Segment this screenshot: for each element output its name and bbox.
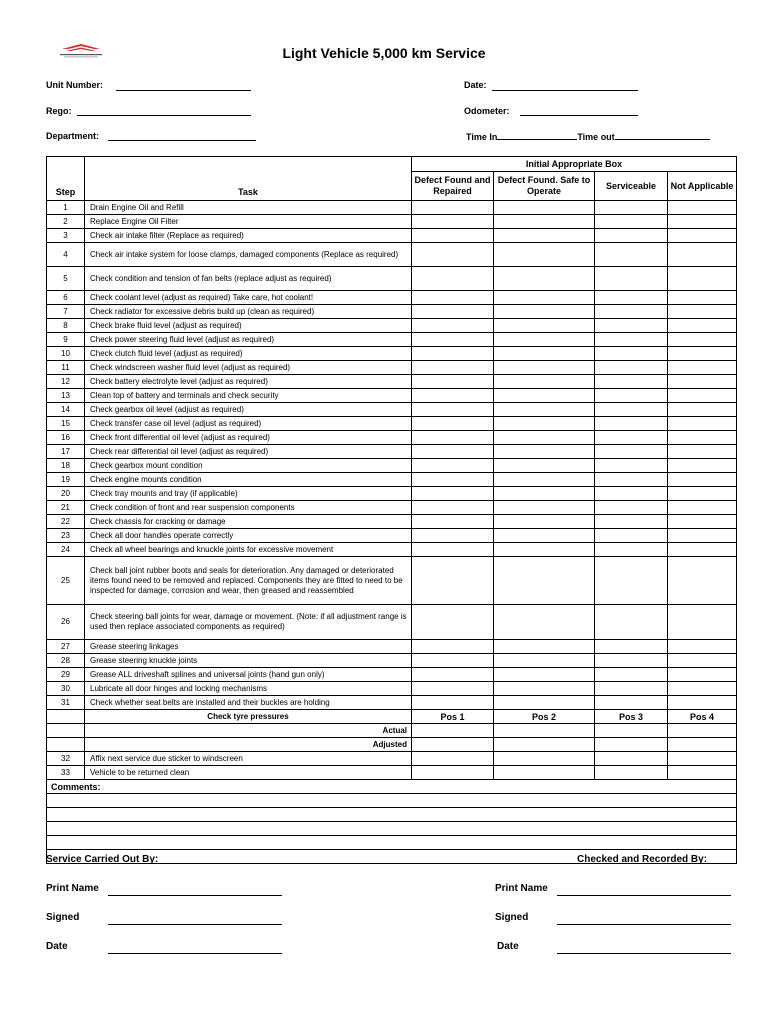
task-text: Check gearbox mount condition (85, 459, 412, 473)
step-cell (47, 710, 85, 724)
step-number: 31 (47, 696, 85, 710)
task-text: Grease ALL driveshaft splines and universal joints (hand gun only) (85, 668, 412, 682)
table-row (47, 501, 737, 515)
serviceable-initial-box[interactable] (595, 682, 668, 696)
defect-repaired-initial-box[interactable] (412, 752, 494, 766)
step-header: Step (47, 157, 85, 201)
step-number: 13 (47, 389, 85, 403)
comments-label: Comments: (47, 780, 737, 794)
not-applicable-initial-box[interactable] (668, 305, 737, 319)
step-number: 19 (47, 473, 85, 487)
defect-safe-initial-box[interactable] (494, 445, 595, 459)
defect-repaired-initial-box[interactable] (412, 487, 494, 501)
defect-repaired-initial-box[interactable] (412, 333, 494, 347)
unit-number-label: Unit Number: (46, 80, 103, 90)
table-row (47, 515, 737, 529)
task-text: Check ball joint rubber boots and seals for deterioration. Any damaged or deteriorated items found need to be removed and replaced. Components they are fitted to need to be inspected for damage, corrosion and wear, then greased and reassembled (85, 557, 412, 605)
col-not-applicable-header: Not Applicable (668, 172, 737, 201)
not-applicable-initial-box[interactable] (668, 473, 737, 487)
defect-repaired-initial-box[interactable] (412, 640, 494, 654)
table-row (47, 445, 737, 459)
left-signed-field[interactable] (108, 924, 282, 925)
step-number: 20 (47, 487, 85, 501)
not-applicable-initial-box[interactable] (668, 215, 737, 229)
step-number: 33 (47, 766, 85, 780)
comments-line[interactable] (47, 836, 737, 850)
not-applicable-initial-box[interactable] (668, 291, 737, 305)
serviceable-initial-box[interactable] (595, 766, 668, 780)
table-row (47, 529, 737, 543)
not-applicable-initial-box[interactable] (668, 515, 737, 529)
right-date-field[interactable] (557, 953, 731, 954)
task-text: Check condition and tension of fan belts (replace adjust as required) (85, 267, 412, 291)
rego-field[interactable] (77, 115, 251, 116)
defect-repaired-initial-box[interactable] (412, 696, 494, 710)
defect-safe-initial-box[interactable] (494, 201, 595, 215)
serviceable-initial-box[interactable] (595, 319, 668, 333)
defect-safe-initial-box[interactable] (494, 682, 595, 696)
tyre-adjusted-pos2-cell[interactable] (494, 738, 595, 752)
task-text: Check battery electrolyte level (adjust as required) (85, 375, 412, 389)
pos-2-label: Pos 2 (494, 710, 595, 724)
serviceable-initial-box[interactable] (595, 529, 668, 543)
table-row (47, 640, 737, 654)
step-cell (47, 724, 85, 738)
task-text: Grease steering knuckle joints (85, 654, 412, 668)
step-number: 17 (47, 445, 85, 459)
not-applicable-initial-box[interactable] (668, 696, 737, 710)
defect-repaired-initial-box[interactable] (412, 361, 494, 375)
table-row (47, 243, 737, 267)
defect-safe-initial-box[interactable] (494, 459, 595, 473)
serviceable-initial-box[interactable] (595, 605, 668, 640)
not-applicable-initial-box[interactable] (668, 431, 737, 445)
step-number: 7 (47, 305, 85, 319)
task-header: Task (85, 157, 412, 201)
not-applicable-initial-box[interactable] (668, 543, 737, 557)
step-number: 25 (47, 557, 85, 605)
defect-safe-initial-box[interactable] (494, 766, 595, 780)
step-number: 14 (47, 403, 85, 417)
right-print-name-field[interactable] (557, 895, 731, 896)
defect-safe-initial-box[interactable] (494, 291, 595, 305)
defect-safe-initial-box[interactable] (494, 375, 595, 389)
step-cell (47, 738, 85, 752)
table-row (47, 682, 737, 696)
comments-line[interactable] (47, 794, 737, 808)
left-signed-label: Signed (46, 912, 80, 923)
tyre-adjusted-pos3-cell[interactable] (595, 738, 668, 752)
serviceable-initial-box[interactable] (595, 201, 668, 215)
defect-repaired-initial-box[interactable] (412, 543, 494, 557)
not-applicable-initial-box[interactable] (668, 459, 737, 473)
step-number: 30 (47, 682, 85, 696)
not-applicable-initial-box[interactable] (668, 229, 737, 243)
left-date-label: Date (46, 941, 68, 952)
defect-safe-initial-box[interactable] (494, 543, 595, 557)
task-text: Check radiator for excessive debris build up (clean as required) (85, 305, 412, 319)
defect-safe-initial-box[interactable] (494, 361, 595, 375)
step-number: 10 (47, 347, 85, 361)
table-row (47, 319, 737, 333)
table-row (47, 403, 737, 417)
serviceable-initial-box[interactable] (595, 215, 668, 229)
task-text: Check rear differential oil level (adjust as required) (85, 445, 412, 459)
table-row (47, 201, 737, 215)
serviceable-initial-box[interactable] (595, 487, 668, 501)
task-text: Check brake fluid level (adjust as required) (85, 319, 412, 333)
not-applicable-initial-box[interactable] (668, 605, 737, 640)
defect-safe-initial-box[interactable] (494, 305, 595, 319)
defect-safe-initial-box[interactable] (494, 267, 595, 291)
defect-safe-initial-box[interactable] (494, 605, 595, 640)
defect-safe-initial-box[interactable] (494, 654, 595, 668)
defect-safe-initial-box[interactable] (494, 515, 595, 529)
defect-repaired-initial-box[interactable] (412, 445, 494, 459)
not-applicable-initial-box[interactable] (668, 752, 737, 766)
defect-safe-initial-box[interactable] (494, 403, 595, 417)
defect-safe-initial-box[interactable] (494, 668, 595, 682)
serviceable-initial-box[interactable] (595, 640, 668, 654)
comments-section (47, 780, 737, 864)
left-print-name-label: Print Name (46, 883, 99, 894)
defect-repaired-initial-box[interactable] (412, 668, 494, 682)
time-in-field[interactable] (497, 131, 577, 140)
service-checklist-table (46, 156, 737, 864)
tyre-adjusted-row (47, 738, 737, 752)
tyre-adjusted-label: Adjusted (85, 738, 412, 752)
step-number: 16 (47, 431, 85, 445)
defect-safe-initial-box[interactable] (494, 243, 595, 267)
serviceable-initial-box[interactable] (595, 347, 668, 361)
task-text: Check coolant level (adjust as required) Take care, hot coolant! (85, 291, 412, 305)
step-number: 12 (47, 375, 85, 389)
defect-repaired-initial-box[interactable] (412, 501, 494, 515)
not-applicable-initial-box[interactable] (668, 375, 737, 389)
not-applicable-initial-box[interactable] (668, 319, 737, 333)
defect-safe-initial-box[interactable] (494, 752, 595, 766)
serviceable-initial-box[interactable] (595, 459, 668, 473)
defect-repaired-initial-box[interactable] (412, 473, 494, 487)
table-row (47, 389, 737, 403)
defect-safe-initial-box[interactable] (494, 487, 595, 501)
task-text: Check front differential oil level (adjust as required) (85, 431, 412, 445)
serviceable-initial-box[interactable] (595, 543, 668, 557)
task-text: Check transfer case oil level (adjust as required) (85, 417, 412, 431)
step-number: 9 (47, 333, 85, 347)
step-number: 4 (47, 243, 85, 267)
defect-repaired-initial-box[interactable] (412, 215, 494, 229)
not-applicable-initial-box[interactable] (668, 640, 737, 654)
step-number: 27 (47, 640, 85, 654)
right-date-label: Date (497, 941, 519, 952)
table-row (47, 557, 737, 605)
tyre-pressure-label: Check tyre pressures (85, 710, 412, 724)
tyre-actual-row (47, 724, 737, 738)
task-text: Check clutch fluid level (adjust as required) (85, 347, 412, 361)
not-applicable-initial-box[interactable] (668, 267, 737, 291)
task-text: Drain Engine Oil and Refill (85, 201, 412, 215)
tyre-adjusted-pos4-cell[interactable] (668, 738, 737, 752)
time-out-label: Time out (577, 132, 615, 142)
step-number: 6 (47, 291, 85, 305)
defect-repaired-initial-box[interactable] (412, 347, 494, 361)
not-applicable-initial-box[interactable] (668, 333, 737, 347)
table-row (47, 333, 737, 347)
task-text: Check steering ball joints for wear, damage or movement. (Note: if all adjustment range is used then replace associated components as required) (85, 605, 412, 640)
task-text: Check tray mounts and tray (if applicable) (85, 487, 412, 501)
table-row (47, 375, 737, 389)
defect-repaired-initial-box[interactable] (412, 319, 494, 333)
table-row (47, 487, 737, 501)
defect-repaired-initial-box[interactable] (412, 403, 494, 417)
not-applicable-initial-box[interactable] (668, 243, 737, 267)
tyre-actual-pos3-cell[interactable] (595, 724, 668, 738)
defect-repaired-initial-box[interactable] (412, 557, 494, 605)
step-number: 15 (47, 417, 85, 431)
serviceable-initial-box[interactable] (595, 361, 668, 375)
pos-3-label: Pos 3 (595, 710, 668, 724)
serviceable-initial-box[interactable] (595, 557, 668, 605)
task-text: Clean top of battery and terminals and check security (85, 389, 412, 403)
serviceable-initial-box[interactable] (595, 243, 668, 267)
defect-repaired-initial-box[interactable] (412, 291, 494, 305)
checked-recorded-heading: Checked and Recorded By: (577, 854, 708, 865)
time-row (466, 131, 710, 142)
table-row (47, 267, 737, 291)
not-applicable-initial-box[interactable] (668, 417, 737, 431)
serviceable-initial-box[interactable] (595, 515, 668, 529)
defect-repaired-initial-box[interactable] (412, 431, 494, 445)
department-field[interactable] (108, 140, 256, 141)
serviceable-initial-box[interactable] (595, 333, 668, 347)
task-text: Grease steering linkages (85, 640, 412, 654)
task-text: Lubricate all door hinges and locking mechanisms (85, 682, 412, 696)
right-signed-field[interactable] (557, 924, 731, 925)
page-title: Light Vehicle 5,000 km Service (282, 45, 486, 61)
not-applicable-initial-box[interactable] (668, 766, 737, 780)
table-row (47, 305, 737, 319)
right-signed-label: Signed (495, 912, 529, 923)
checklist-rows (47, 201, 737, 710)
defect-repaired-initial-box[interactable] (412, 515, 494, 529)
defect-safe-initial-box[interactable] (494, 389, 595, 403)
table-row (47, 766, 737, 780)
task-text: Check chassis for cracking or damage (85, 515, 412, 529)
serviceable-initial-box[interactable] (595, 696, 668, 710)
table-row (47, 668, 737, 682)
defect-repaired-initial-box[interactable] (412, 389, 494, 403)
serviceable-initial-box[interactable] (595, 473, 668, 487)
table-row (47, 605, 737, 640)
step-number: 1 (47, 201, 85, 215)
tyre-adjusted-pos1-cell[interactable] (412, 738, 494, 752)
left-date-field[interactable] (108, 953, 282, 954)
col-defect-repaired-header: Defect Found and Repaired (412, 172, 494, 201)
serviceable-initial-box[interactable] (595, 654, 668, 668)
tyre-actual-pos4-cell[interactable] (668, 724, 737, 738)
table-row (47, 347, 737, 361)
time-in-label: Time In (466, 132, 498, 142)
serviceable-initial-box[interactable] (595, 445, 668, 459)
step-number: 5 (47, 267, 85, 291)
table-row (47, 459, 737, 473)
task-text: Check air intake filter (Replace as required) (85, 229, 412, 243)
defect-repaired-initial-box[interactable] (412, 654, 494, 668)
defect-safe-initial-box[interactable] (494, 640, 595, 654)
date-label: Date: (464, 80, 487, 90)
serviceable-initial-box[interactable] (595, 291, 668, 305)
defect-safe-initial-box[interactable] (494, 333, 595, 347)
defect-repaired-initial-box[interactable] (412, 201, 494, 215)
tyre-actual-label: Actual (85, 724, 412, 738)
task-text: Check all door handles operate correctly (85, 529, 412, 543)
table-row (47, 361, 737, 375)
defect-repaired-initial-box[interactable] (412, 766, 494, 780)
serviceable-initial-box[interactable] (595, 267, 668, 291)
defect-repaired-initial-box[interactable] (412, 267, 494, 291)
pos-1-label: Pos 1 (412, 710, 494, 724)
serviceable-initial-box[interactable] (595, 501, 668, 515)
step-number: 32 (47, 752, 85, 766)
table-row (47, 752, 737, 766)
defect-safe-initial-box[interactable] (494, 501, 595, 515)
defect-repaired-initial-box[interactable] (412, 243, 494, 267)
odometer-label: Odometer: (464, 106, 510, 116)
task-text: Affix next service due sticker to windscreen (85, 752, 412, 766)
date-field[interactable] (492, 90, 638, 91)
table-row (47, 543, 737, 557)
defect-repaired-initial-box[interactable] (412, 459, 494, 473)
task-text: Check power steering fluid level (adjust as required) (85, 333, 412, 347)
not-applicable-initial-box[interactable] (668, 682, 737, 696)
task-text: Check gearbox oil level (adjust as required) (85, 403, 412, 417)
serviceable-initial-box[interactable] (595, 389, 668, 403)
table-row (47, 291, 737, 305)
defect-safe-initial-box[interactable] (494, 529, 595, 543)
pos-4-label: Pos 4 (668, 710, 737, 724)
defect-repaired-initial-box[interactable] (412, 529, 494, 543)
table-row (47, 215, 737, 229)
tyre-pressure-row (47, 710, 737, 724)
defect-safe-initial-box[interactable] (494, 431, 595, 445)
step-number: 2 (47, 215, 85, 229)
not-applicable-initial-box[interactable] (668, 487, 737, 501)
unit-number-field[interactable] (116, 90, 251, 91)
col-serviceable-header: Serviceable (595, 172, 668, 201)
not-applicable-initial-box[interactable] (668, 529, 737, 543)
task-text: Check all wheel bearings and knuckle joints for excessive movement (85, 543, 412, 557)
defect-repaired-initial-box[interactable] (412, 375, 494, 389)
step-number: 21 (47, 501, 85, 515)
defect-safe-initial-box[interactable] (494, 347, 595, 361)
defect-repaired-initial-box[interactable] (412, 305, 494, 319)
defect-safe-initial-box[interactable] (494, 696, 595, 710)
table-row (47, 431, 737, 445)
not-applicable-initial-box[interactable] (668, 445, 737, 459)
department-label: Department: (46, 131, 100, 141)
defect-repaired-initial-box[interactable] (412, 682, 494, 696)
task-text: Check whether seat belts are installed and their buckles are holding (85, 696, 412, 710)
table-row (47, 417, 737, 431)
task-text: Check windscreen washer fluid level (adjust as required) (85, 361, 412, 375)
serviceable-initial-box[interactable] (595, 417, 668, 431)
step-number: 11 (47, 361, 85, 375)
tyre-actual-pos1-cell[interactable] (412, 724, 494, 738)
rego-label: Rego: (46, 106, 72, 116)
step-number: 29 (47, 668, 85, 682)
defect-safe-initial-box[interactable] (494, 473, 595, 487)
table-row (47, 696, 737, 710)
defect-safe-initial-box[interactable] (494, 417, 595, 431)
tyre-actual-pos2-cell[interactable] (494, 724, 595, 738)
step-number: 22 (47, 515, 85, 529)
right-print-name-label: Print Name (495, 883, 548, 894)
not-applicable-initial-box[interactable] (668, 201, 737, 215)
step-number: 18 (47, 459, 85, 473)
not-applicable-initial-box[interactable] (668, 557, 737, 605)
not-applicable-initial-box[interactable] (668, 361, 737, 375)
not-applicable-initial-box[interactable] (668, 654, 737, 668)
odometer-field[interactable] (520, 115, 638, 116)
table-row (47, 473, 737, 487)
comments-line[interactable] (47, 808, 737, 822)
comments-line[interactable] (47, 822, 737, 836)
step-number: 26 (47, 605, 85, 640)
defect-safe-initial-box[interactable] (494, 319, 595, 333)
serviceable-initial-box[interactable] (595, 229, 668, 243)
defect-repaired-initial-box[interactable] (412, 605, 494, 640)
serviceable-initial-box[interactable] (595, 668, 668, 682)
table-row (47, 229, 737, 243)
step-number: 3 (47, 229, 85, 243)
not-applicable-initial-box[interactable] (668, 389, 737, 403)
not-applicable-initial-box[interactable] (668, 501, 737, 515)
task-text: Check engine mounts condition (85, 473, 412, 487)
defect-safe-initial-box[interactable] (494, 215, 595, 229)
defect-safe-initial-box[interactable] (494, 557, 595, 605)
not-applicable-initial-box[interactable] (668, 347, 737, 361)
checklist-rows-after (47, 752, 737, 780)
serviceable-initial-box[interactable] (595, 305, 668, 319)
col-defect-safe-header: Defect Found. Safe to Operate (494, 172, 595, 201)
serviceable-initial-box[interactable] (595, 431, 668, 445)
task-text: Replace Engine Oil Filter (85, 215, 412, 229)
left-print-name-field[interactable] (108, 895, 282, 896)
step-number: 8 (47, 319, 85, 333)
defect-safe-initial-box[interactable] (494, 229, 595, 243)
not-applicable-initial-box[interactable] (668, 668, 737, 682)
defect-repaired-initial-box[interactable] (412, 229, 494, 243)
serviceable-initial-box[interactable] (595, 752, 668, 766)
step-number: 24 (47, 543, 85, 557)
initial-box-header: Initial Appropriate Box (412, 157, 737, 172)
serviceable-initial-box[interactable] (595, 403, 668, 417)
task-text: Vehicle to be returned clean (85, 766, 412, 780)
service-carried-out-heading: Service Carried Out By: (46, 854, 159, 865)
serviceable-initial-box[interactable] (595, 375, 668, 389)
task-text: Check air intake system for loose clamps, damaged components (Replace as required) (85, 243, 412, 267)
defect-repaired-initial-box[interactable] (412, 417, 494, 431)
task-text: Check condition of front and rear suspension components (85, 501, 412, 515)
time-out-field[interactable] (615, 131, 710, 140)
step-number: 28 (47, 654, 85, 668)
step-number: 23 (47, 529, 85, 543)
table-row (47, 654, 737, 668)
not-applicable-initial-box[interactable] (668, 403, 737, 417)
